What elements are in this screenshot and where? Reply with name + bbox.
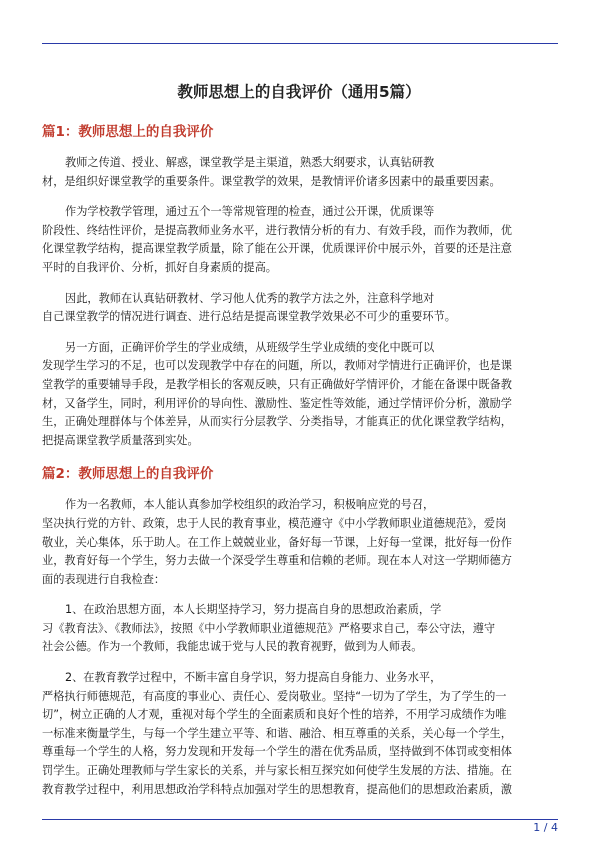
section-heading-2: 篇2：教师思想上的自我评价: [42, 466, 214, 483]
paragraph-line: 严格执行师德规范，有高度的事业心、责任心、爱岗敬业。坚持“一切为了学生，为了学生的一: [42, 689, 507, 703]
header-rule: [42, 43, 558, 44]
paragraph-line: 教师之传道、授业、解惑，课堂教学是主渠道，熟悉大纲要求，认真钻研教: [65, 156, 435, 169]
section-heading-1: 篇1：教师思想上的自我评价: [42, 124, 214, 140]
paragraph-line: 1、在政治思想方面，本人长期坚持学习，努力提高自身的思想政治素质，学: [65, 603, 442, 617]
paragraph-line: 堂教学的重要辅导手段，是教学相长的客观反映，只有正确做好学情评价，才能在备课中既备教: [42, 377, 512, 391]
paragraph: [42, 339, 556, 451]
paragraph-line: 化课堂教学结构，提高课堂教学质量，除了能在公开课，优质课评价中展示外，首要的还是注意: [42, 242, 512, 256]
paragraph-line: 阶段性、终结性评价，是提高教师业务水平，进行教情分析的有力、有效手段，而作为教师，优: [42, 223, 512, 237]
paragraph-line: 面的表现进行自我检查：: [42, 572, 166, 586]
paragraph-line: 因此，教师在认真钻研教材、学习他人优秀的教学方法之外，注意科学地对: [65, 291, 435, 305]
paragraph-line: 切”，树立正确的人才观，重视对每个学生的全面素质和良好个性的培养，不用学习成绩作为唯: [42, 708, 507, 722]
paragraph: [42, 203, 556, 277]
paragraph-line: 材，是组织好课堂教学的重要条件。课堂教学的效果，是教情评价诸多因素中的最重要因素。: [42, 174, 501, 188]
paragraph-line: 另一方面，正确评价学生的学业成绩，从班级学生学业成绩的变化中既可以: [65, 340, 435, 354]
paragraph: [42, 496, 556, 589]
paragraph-line: 坚决执行党的方针、政策，忠于人民的教育事业，模范遵守《中小学教师职业道德规范》，爱岗: [42, 516, 507, 530]
paragraph-line: 平时的自我评价、分析，抓好自身素质的提高。: [42, 260, 277, 274]
document-title: 教师思想上的自我评价（通用5篇）: [177, 83, 421, 101]
paragraph-line: 材，又备学生，同时，利用评价的导向性、激励性、鉴定性等效能，通过学情评价分析，激励学: [42, 396, 512, 410]
paragraph-line: 习《教育法》、《教师法》，按照《中小学教师职业道德规范》严格要求自己，奉公守法，遵守: [42, 621, 496, 635]
paragraph: [42, 154, 556, 191]
paragraph: [42, 290, 556, 327]
document-body: [42, 56, 556, 811]
paragraph-line: 罚学生。正确处理教师与学生家长的关系，并与家长相互探究如何使学生发展的方法、措施。在: [42, 764, 512, 778]
paragraph-line: 自己课堂教学的情况进行调查、进行总结是提高课堂教学效果必不可少的重要环节。: [42, 310, 456, 324]
paragraph: [42, 669, 556, 799]
paragraph-line: 社会公德。作为一个教师，我能忠诚于党与人民的教育视野，做到为人师表。: [42, 640, 423, 654]
paragraph: [42, 601, 556, 657]
paragraph-line: 发现学生学习的不足，也可以发现教学中存在的问题，所以，教师对学情进行正确评价，也是课: [42, 359, 512, 373]
paragraph-line: 教育教学过程中，利用思想政治学科特点加强对学生的思想教育，提高他们的思想政治素质，激: [42, 782, 512, 796]
footer-rule: [42, 819, 558, 820]
paragraph-line: 一标准来衡量学生，与每一个学生建立平等、和谐、融洽、相互尊重的关系，关心每一个学生，: [42, 726, 512, 740]
paragraph-line: 作为学校教学管理，通过五个一等常规管理的检查，通过公开课，优质课等: [65, 205, 435, 219]
page-number: 1 / 4: [533, 821, 558, 834]
paragraph-line: 把提高课堂教学质量落到实处。: [42, 433, 199, 447]
paragraph-line: 2、在教育教学过程中，不断丰富自身学识，努力提高自身能力、业务水平，: [65, 671, 442, 685]
paragraph-line: 尊重每一个学生的人格，努力发现和开发每一个学生的潜在优秀品质，坚持做到不体罚或变相体: [42, 745, 512, 759]
paragraph-line: 生，正确处理群体与个体差异，从而实行分层教学、分类指导，才能真正的优化课堂教学结构，: [42, 415, 512, 429]
paragraph-line: 作为一名教师，本人能认真参加学校组织的政治学习，积极响应党的号召，: [65, 498, 435, 512]
paragraph-line: 敬业，关心集体，乐于助人。在工作上兢兢业业，备好每一节课，上好每一堂课，批好每一份作: [42, 535, 512, 549]
paragraph-line: 业，教育好每一个学生，努力去做一个深受学生尊重和信赖的老师。现在本人对这一学期师德方: [42, 554, 512, 568]
